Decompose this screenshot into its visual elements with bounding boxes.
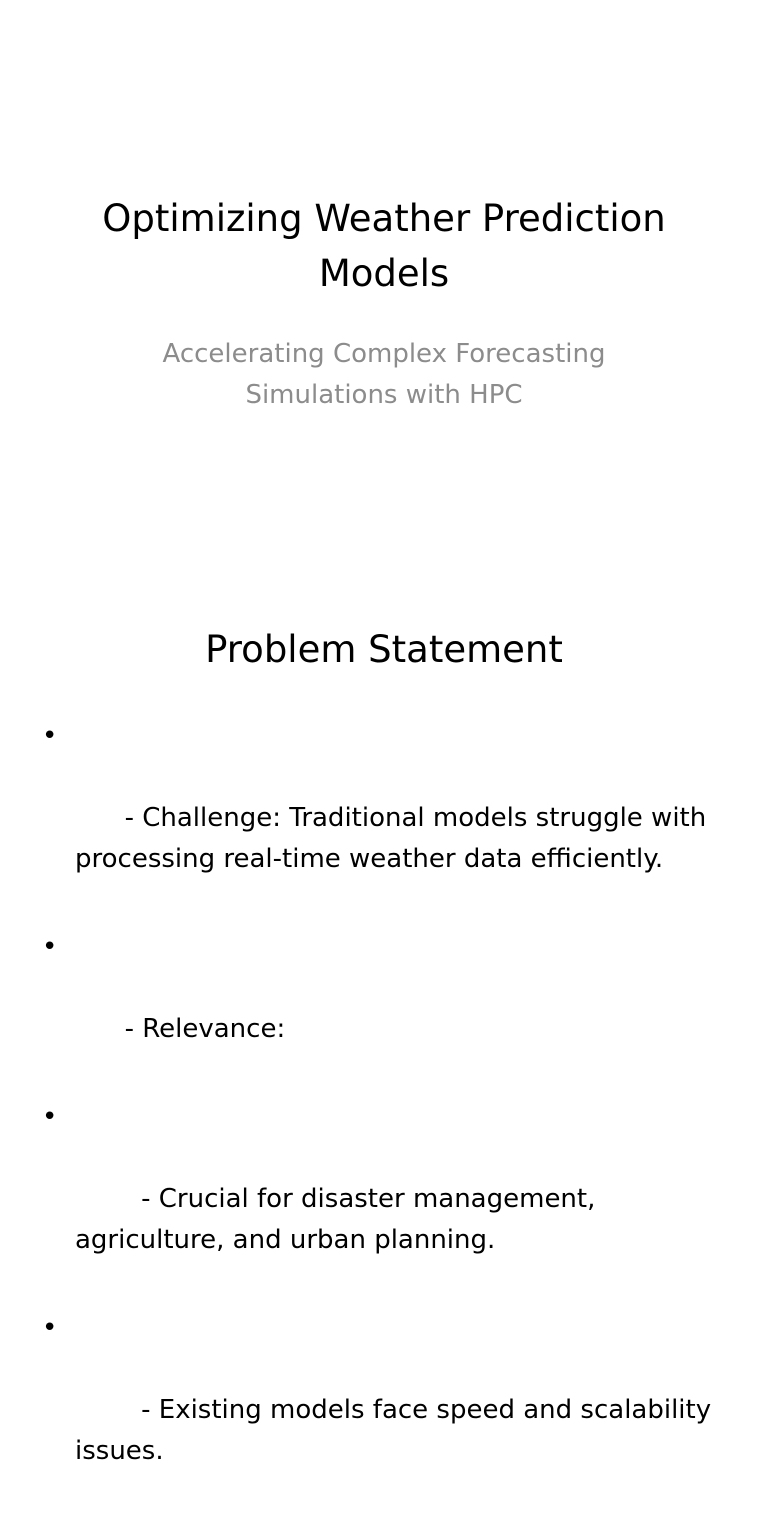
bullet-icon: •	[42, 1313, 58, 1343]
slide-subtitle: Accelerating Complex Forecasting Simulations with HPC	[162, 339, 606, 410]
bullet-icon: •	[42, 932, 58, 962]
bullet-item	[40, 716, 728, 921]
slide-title: Optimizing Weather Prediction Models	[102, 197, 666, 295]
bullet-icon: •	[42, 1102, 58, 1132]
bullet-icon: •	[42, 721, 58, 751]
title-slide	[0, 0, 768, 576]
problem-statement-slide	[0, 576, 768, 1466]
bullet-text: - Challenge: Traditional models struggle with processing real-time weather data efficiently.	[75, 803, 715, 874]
bullet-text: - Relevance:	[124, 1014, 286, 1044]
bullet-item	[40, 927, 728, 1091]
bullet-list	[40, 716, 728, 1519]
bullet-item	[40, 1097, 728, 1302]
slide-heading: Problem Statement	[205, 628, 563, 671]
bullet-text: - Crucial for disaster management, agriculture, and urban planning.	[75, 1184, 604, 1255]
bullet-item	[40, 1308, 728, 1513]
bullet-text: - Existing models face speed and scalability issues.	[75, 1395, 720, 1466]
